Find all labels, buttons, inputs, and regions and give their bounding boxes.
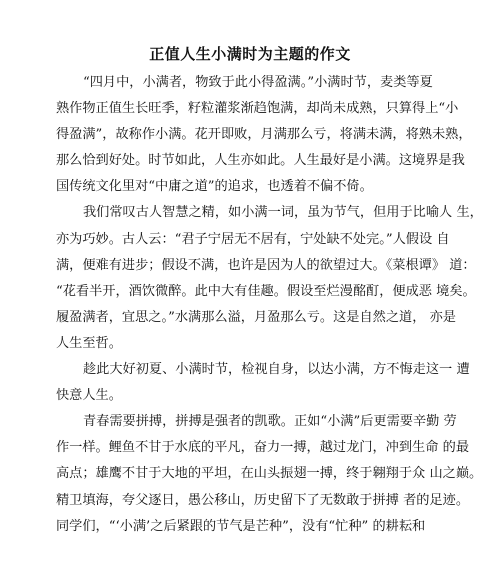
text-line: “花看半开，酒饮微醉。此中大有佳趣。假设至烂漫酩酊，便成恶 境矣。 xyxy=(56,283,476,299)
text-line: 国传统文化里对“中庸之道”的追求，也透着不偏不倚。 xyxy=(56,179,373,195)
text-line: 作一样。鲤鱼不甘于水底的平凡，奋力一搏，越过龙门，冲到生命 的最 xyxy=(56,440,470,456)
text-line: 精卫填海，夸父逐日，愚公移山，历史留下了无数敢于拼搏 者的足迹。 xyxy=(56,492,470,508)
text-line: 我们常叹古人智慧之精，如小满一词，虽为节气，但用于比喻人 生， xyxy=(83,205,483,221)
text-line: 高点；雄鹰不甘于大地的平坦，在山头振翅一搏，终于翱翔于众 山之巅。 xyxy=(56,466,483,482)
document-title: 正值人生小满时为主题的作文 xyxy=(149,45,351,63)
text-line: 那么恰到好处。时节如此，人生亦如此。人生最好是小满。这境界是我 xyxy=(56,153,465,169)
text-line: 满，便难有进步；假设不满，也许是因为人的欲望过大。《菜根谭》 道： xyxy=(56,257,476,273)
text-line: 履盈满者，宜思之。”水满那么溢，月盈那么亏。这是自然之道， 亦是 xyxy=(56,309,456,325)
text-line: 趁此大好初夏、小满时节，检视自身，以达小满，方不悔走这一 遭 xyxy=(83,362,470,378)
text-line: 同学们，“‘小满’之后紧跟的节气是芒种”，没有“忙种” 的耕耘和 xyxy=(56,518,426,534)
text-line: 人生至哲。 xyxy=(56,335,122,351)
text-line: 得盈满”，故称作小满。花开即败，月满那么亏，将满未满，将熟未熟， xyxy=(56,127,472,143)
text-line: 快意人生。 xyxy=(56,388,122,404)
text-line: 熟作物正值生长旺季，籽粒灌浆渐趋饱满，却尚未成熟，只算得上“小 xyxy=(56,101,459,117)
text-line: 青春需要拼搏，拼搏是强者的凯歌。正如“小满”后更需要辛勤 劳 xyxy=(83,414,457,430)
document-body xyxy=(56,70,483,540)
text-line: 亦为巧妙。古人云：“君子宁居无不居有，宁处缺不处完。”人假设 自 xyxy=(56,231,450,247)
text-line: “四月中，小满者，物致于此小得盈满。”小满时节，麦类等夏 xyxy=(83,75,433,90)
